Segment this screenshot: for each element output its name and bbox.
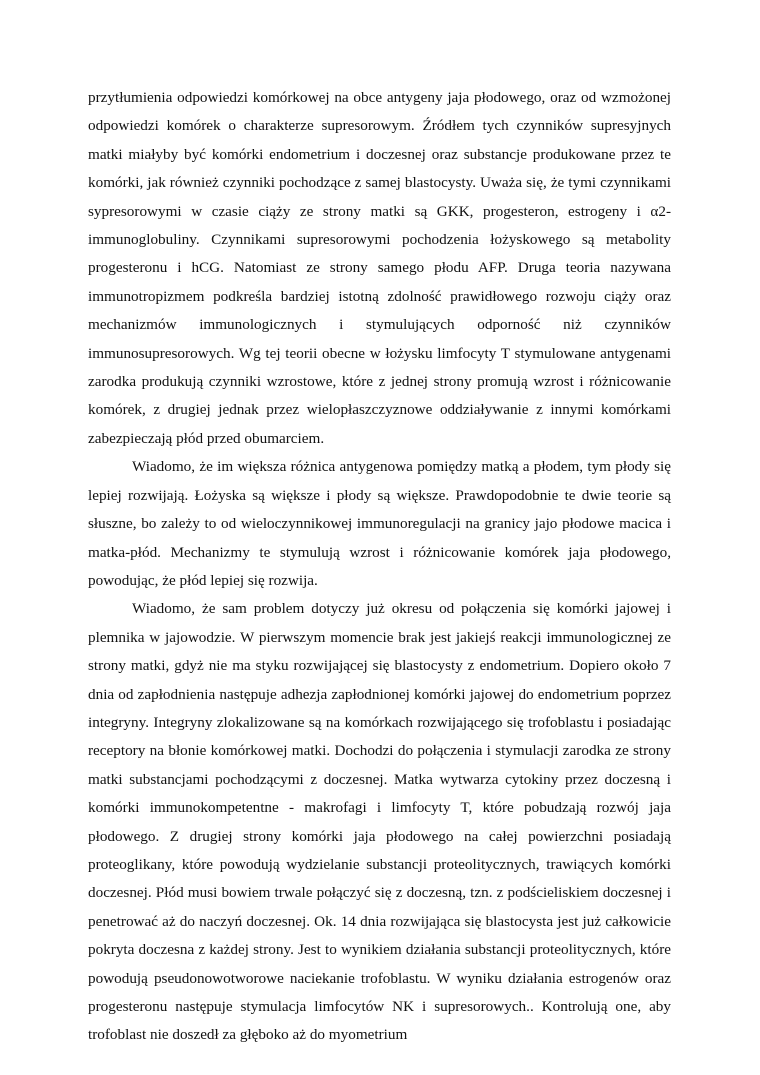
paragraph-1: przytłumienia odpowiedzi komórkowej na obce antygeny jaja płodowego, oraz od wzmożonej odpowiedzi komórek o charakterze supresorowym. Źródłem tych czynników supresyjnych matki miałyby być komórki endometrium i doczesnej oraz substancje produkowane przez te komórki, jak również czynniki pochodzące z samej blastocysty. Uważa się, że tymi czynnikami sypresorowymi w czasie ciąży ze strony matki są GKK, progesteron, estrogeny i α2-immunoglobuliny. Czynnikami supresorowymi pochodzenia łożyskowego są metabolity progesteronu i hCG. Natomiast ze strony samego płodu AFP. Druga teoria nazywana immunotropizmem podkreśla bardziej istotną zdolność prawidłowego rozwoju ciąży oraz mechanizmów immunologicznych i stymulujących odporność niż czynników immunosupresorowych. Wg tej teorii obecne w łożysku limfocyty T stymulowane antygenami zarodka produkują czynniki wzrostowe, które z jednej strony promują wzrost i różnicowanie komórek, z drugiej jednak przez wielopłaszczyznowe oddziaływanie z innymi komórkami zabezpieczają płód przed obumarciem.	[88, 89, 671, 447]
paragraph-2: Wiadomo, że im większa różnica antygenowa pomiędzy matką a płodem, tym płody się lepiej rozwijają. Łożyska są większe i płody są większe. Prawdopodobnie te dwie teorie są słuszne, bo zależy to od wieloczynnikowej immunoregulacji na granicy jajo płodowe macica i matka-płód. Mechanizmy te stymulują wzrost i różnicowanie komórek jaja płodowego, powodując, że płód lepiej się rozwija.	[88, 458, 671, 589]
paragraph-3: Wiadomo, że sam problem dotyczy już okresu od połączenia się komórki jajowej i plemnika w jajowodzie. W pierwszym momencie brak jest jakiejś reakcji immunologicznej ze strony matki, gdyż nie ma styku rozwijającej się blastocysty z endometrium. Dopiero około 7 dnia od zapłodnienia następuje adhezja zapłodnionej komórki jajowej do endometrium poprzez integryny. Integryny zlokalizowane są na komórkach rozwijającego się trofoblastu i posiadając receptory na błonie komórkowej matki. Dochodzi do połączenia i stymulacji zarodka ze strony matki substancjami pochodzącymi z doczesnej. Matka wytwarza cytokiny przez doczesną i komórki immunokompetentne - makrofagi i limfocyty T, które pobudzają rozwój jaja płodowego. Z drugiej strony komórki jaja płodowego na całej powierzchni posiadają proteoglikany, które powodują wydzielanie substancji proteolitycznych, trawiących komórki doczesnej. Płód musi bowiem trwale połączyć się z doczesną, tzn. z podścieliskiem doczesnej i penetrować aż do naczyń doczesnej. Ok. 14 dnia rozwijająca się blastocysta jest już całkowicie pokryta doczesna z każdej strony. Jest to wynikiem działania substancji proteolitycznych, które powodują pseudonowotworowe naciekanie trofoblastu. W wyniku działania estrogenów oraz progesteronu następuje stymulacja limfocytów NK i supresorowych.. Kontrolują one, aby trofoblast nie doszedł za głęboko aż do myometrium	[88, 600, 671, 1044]
body-text	[88, 84, 671, 1050]
